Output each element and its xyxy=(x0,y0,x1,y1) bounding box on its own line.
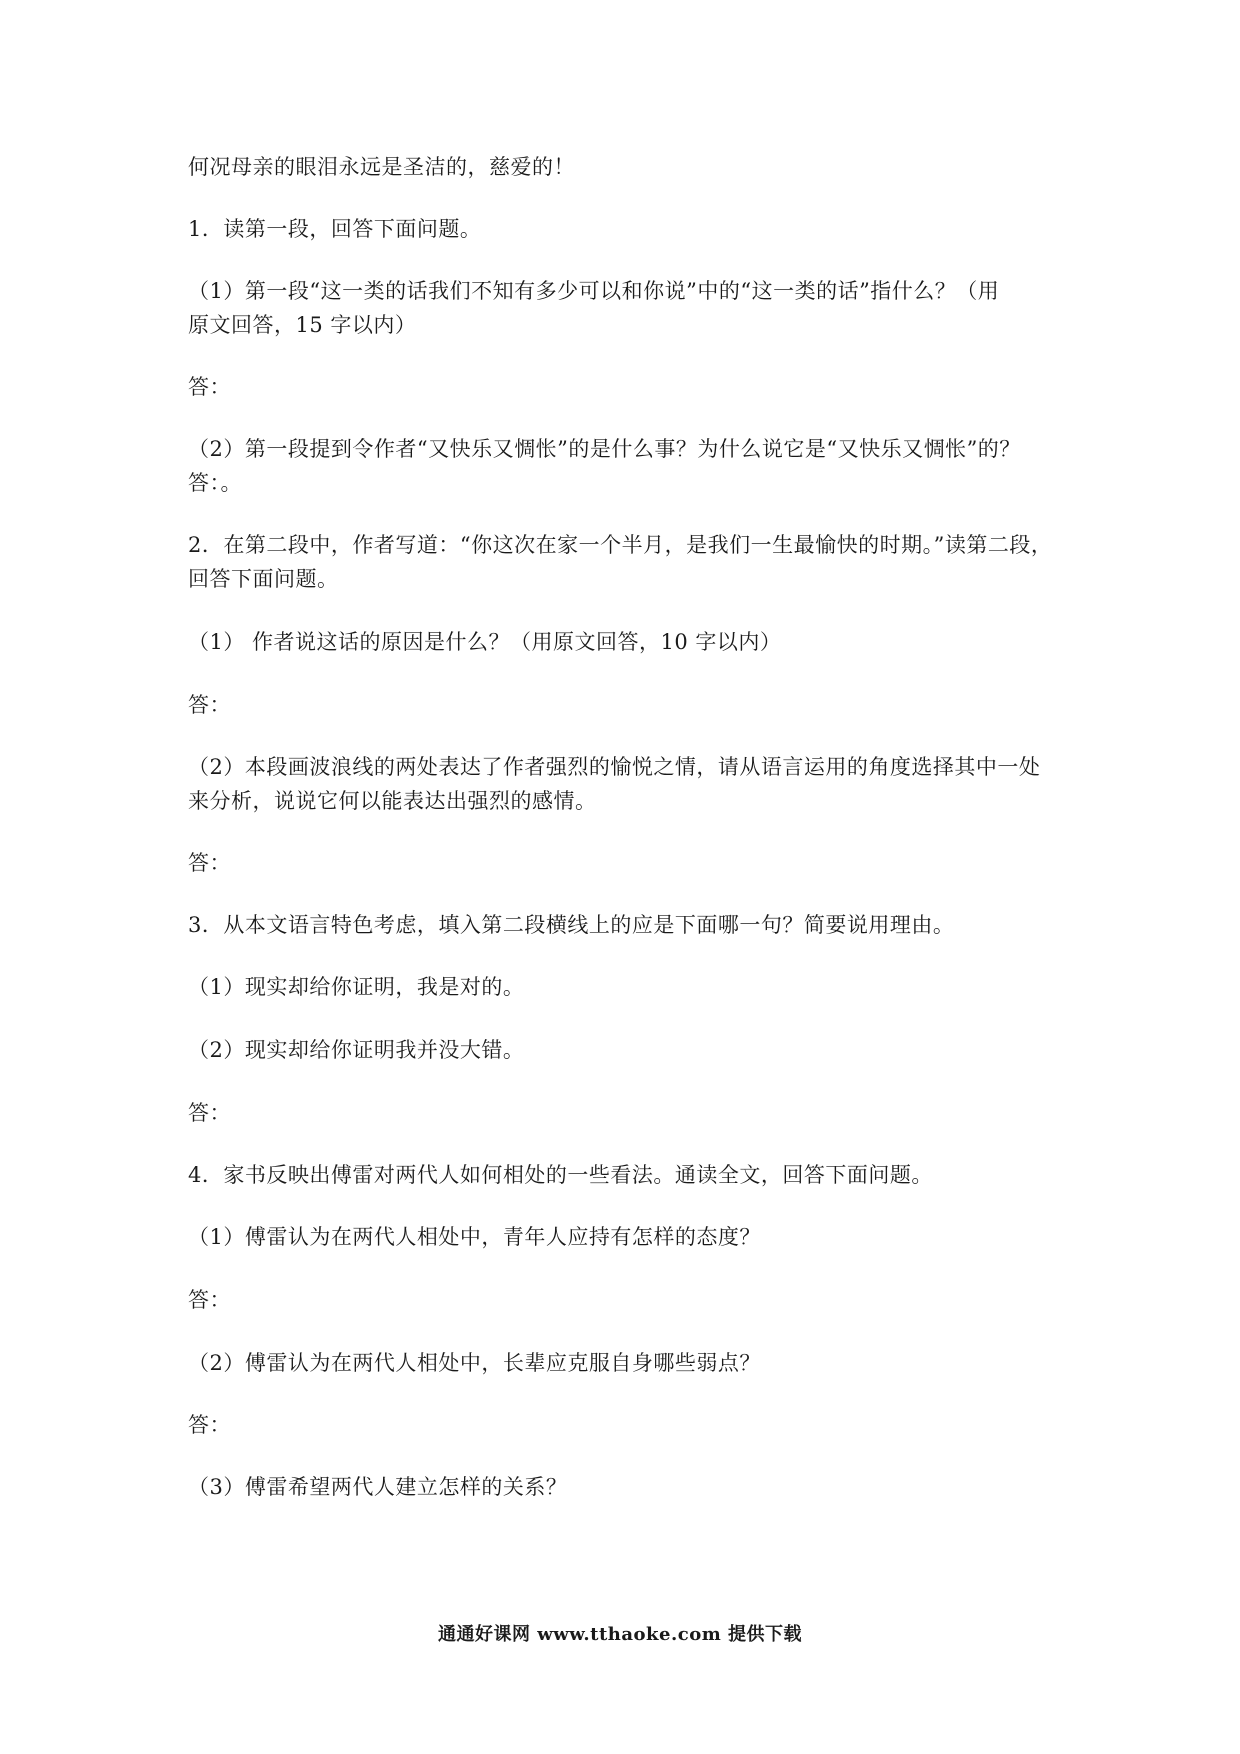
question-4-2: （2）傅雷认为在两代人相处中，长辈应克服自身哪些弱点？ xyxy=(188,1351,761,1375)
question-3: 3．从本文语言特色考虑，填入第二段横线上的应是下面哪一句？简要说用理由。 xyxy=(188,913,955,937)
question-4-3: （3）傅雷希望两代人建立怎样的关系？ xyxy=(188,1475,568,1499)
question-1-1: （1）第一段“这一类的话我们不知有多少可以和你说”中的“这一类的话”指什么？（用 xyxy=(188,279,1000,303)
answer-label: 答： xyxy=(188,851,231,875)
text-line: 何况母亲的眼泪永远是圣洁的，慈爱的！ xyxy=(188,155,575,179)
question-2-1: （1） 作者说这话的原因是什么？（用原文回答，10 字以内） xyxy=(188,630,782,654)
question-4-1: （1）傅雷认为在两代人相处中，青年人应持有怎样的态度？ xyxy=(188,1225,761,1249)
answer-label: 答： xyxy=(188,375,231,399)
question-1-1-cont: 原文回答，15 字以内） xyxy=(188,313,417,337)
option-2: （2）现实却给你证明我并没大错。 xyxy=(188,1038,525,1062)
question-2-cont: 回答下面问题。 xyxy=(188,567,339,591)
answer-label: 答：。 xyxy=(188,471,242,495)
answer-label: 答： xyxy=(188,1101,231,1125)
question-2-2-cont: 来分析，说说它何以能表达出强烈的感情。 xyxy=(188,789,597,813)
question-4: 4．家书反映出傅雷对两代人如何相处的一些看法。通读全文，回答下面问题。 xyxy=(188,1163,933,1187)
option-1: （1）现实却给你证明，我是对的。 xyxy=(188,975,525,999)
question-1-2: （2）第一段提到令作者“又快乐又惆怅”的是什么事？为什么说它是“又快乐又惆怅”的？ xyxy=(188,437,1021,461)
answer-label: 答： xyxy=(188,1413,231,1437)
question-2: 2．在第二段中，作者写道：“你这次在家一个半月，是我们一生最愉快的时期。”读第二段， xyxy=(188,533,1053,557)
answer-label: 答： xyxy=(188,693,231,717)
question-1: 1．读第一段，回答下面问题。 xyxy=(188,217,482,241)
answer-label: 答： xyxy=(188,1288,231,1312)
question-2-2: （2）本段画波浪线的两处表达了作者强烈的愉悦之情，请从语言运用的角度选择其中一处 xyxy=(188,755,1041,779)
page-footer: 通通好课网 www.tthaoke.com 提供下载 xyxy=(437,1624,803,1645)
